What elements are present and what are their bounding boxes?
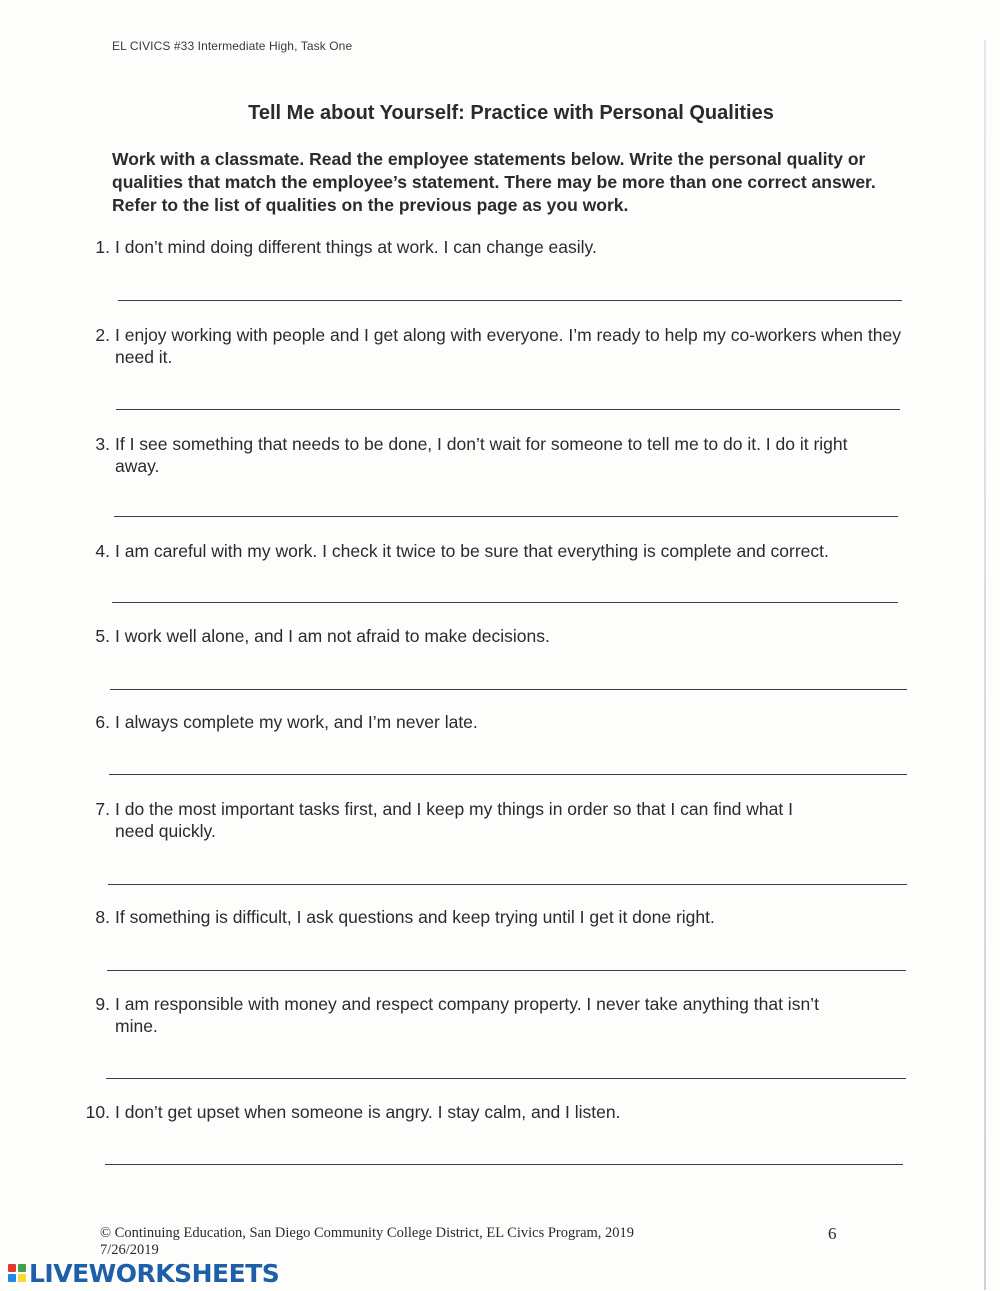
question-number: 1. bbox=[95, 237, 110, 257]
question-text: I am careful with my work. I check it twice to be sure that everything is complete and correct. bbox=[115, 541, 829, 561]
logo-square-blue bbox=[8, 1274, 16, 1282]
answer-field-5[interactable] bbox=[110, 689, 907, 692]
footer-copyright: © Continuing Education, San Diego Community College District, EL Civics Program, 2019 bbox=[100, 1225, 635, 1241]
question-9 bbox=[80, 993, 930, 1037]
question-number: 8. bbox=[95, 907, 110, 927]
answer-field-3[interactable] bbox=[114, 516, 898, 519]
page-header: EL CIVICS #33 Intermediate High, Task One bbox=[112, 39, 353, 53]
question-1 bbox=[80, 236, 930, 258]
question-text: I don’t mind doing different things at work. I can change easily. bbox=[115, 237, 597, 257]
logo-square-green bbox=[18, 1264, 26, 1272]
footer-date: 7/26/2019 bbox=[100, 1242, 159, 1258]
question-number: 4. bbox=[95, 541, 110, 561]
brand-name: LIVEWORKSHEETS bbox=[29, 1258, 280, 1288]
question-text: If something is difficult, I ask questions and keep trying until I get it done right. bbox=[115, 907, 715, 927]
question-text: I do the most important tasks first, and I keep my things in order so that I can find what I need quickly. bbox=[115, 799, 793, 841]
answer-field-9[interactable] bbox=[106, 1078, 906, 1081]
question-number: 3. bbox=[95, 434, 110, 454]
question-number: 9. bbox=[95, 994, 110, 1014]
answer-field-7[interactable] bbox=[108, 884, 907, 887]
answer-field-4[interactable] bbox=[112, 602, 898, 605]
question-2 bbox=[80, 324, 930, 368]
question-number: 5. bbox=[95, 626, 110, 646]
question-4 bbox=[80, 540, 930, 562]
liveworksheets-logo-icon bbox=[8, 1264, 26, 1282]
question-text: I don’t get upset when someone is angry. I stay calm, and I listen. bbox=[115, 1102, 621, 1122]
answer-field-2[interactable] bbox=[116, 409, 900, 412]
worksheet-title: Tell Me about Yourself: Practice with Personal Qualities bbox=[248, 102, 774, 124]
answer-field-1[interactable] bbox=[118, 300, 902, 303]
question-text: I always complete my work, and I’m never late. bbox=[115, 712, 478, 732]
question-8 bbox=[80, 906, 930, 928]
liveworksheets-brand[interactable] bbox=[8, 1259, 279, 1287]
question-7 bbox=[80, 798, 930, 842]
question-text: If I see something that needs to be done, I don’t wait for someone to tell me to do it. I do it right away. bbox=[115, 434, 848, 476]
question-text: I enjoy working with people and I get along with everyone. I’m ready to help my co-workers when they need it. bbox=[115, 325, 901, 367]
question-number: 2. bbox=[95, 325, 110, 345]
logo-square-red bbox=[8, 1264, 16, 1272]
question-number: 10. bbox=[85, 1102, 110, 1122]
answer-field-10[interactable] bbox=[105, 1164, 903, 1167]
logo-square-yellow bbox=[18, 1274, 26, 1282]
question-3 bbox=[80, 433, 930, 477]
question-text: I work well alone, and I am not afraid to make decisions. bbox=[115, 626, 550, 646]
question-number: 7. bbox=[95, 799, 110, 819]
question-6 bbox=[80, 711, 930, 733]
question-5 bbox=[80, 625, 930, 647]
instructions: Work with a classmate. Read the employee statements below. Write the personal quality or qualities that match the employee’s statement. There may be more than one correct answer. Refer to the list of qualities on the previous page as you work. bbox=[112, 149, 876, 215]
answer-field-8[interactable] bbox=[107, 970, 906, 973]
page-edge bbox=[984, 40, 986, 1290]
question-number: 6. bbox=[95, 712, 110, 732]
page-number: 6 bbox=[828, 1224, 837, 1243]
question-text: I am responsible with money and respect company property. I never take anything that isn’t mine. bbox=[115, 994, 819, 1036]
answer-field-6[interactable] bbox=[109, 774, 907, 777]
question-10 bbox=[80, 1101, 930, 1123]
